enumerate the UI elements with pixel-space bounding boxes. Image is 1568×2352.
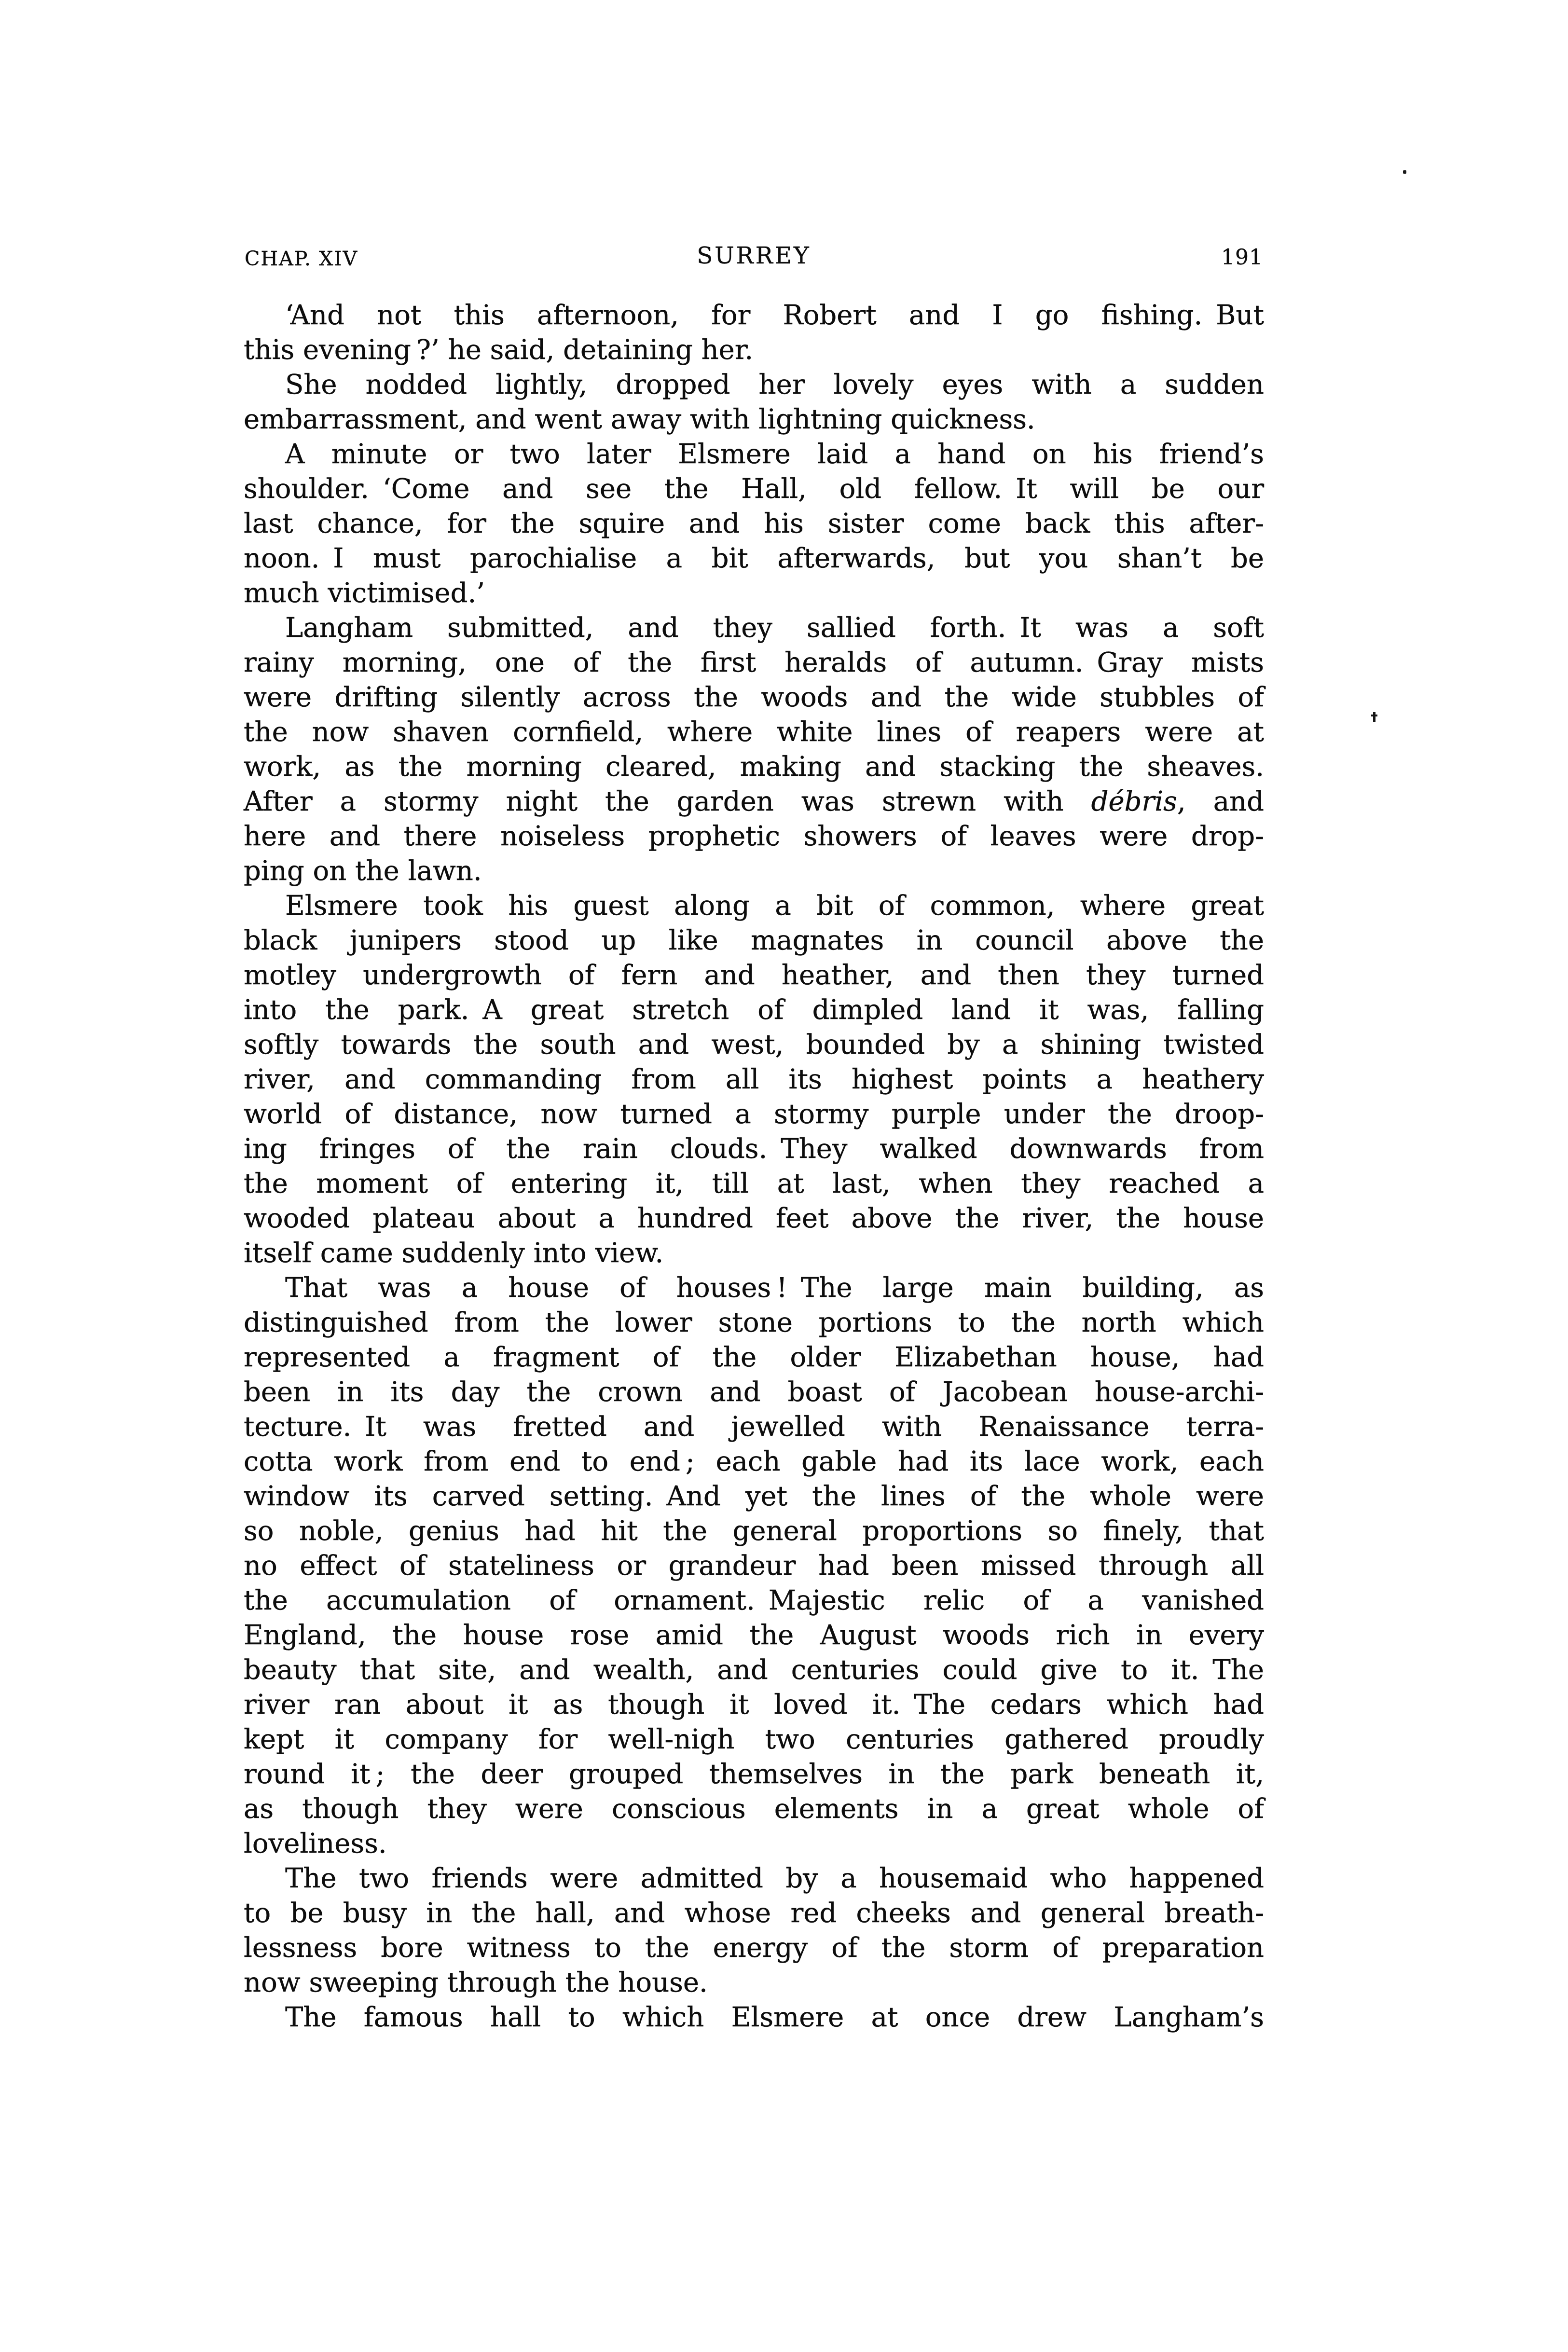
text-line: the now shaven cornfield, where white lines of reapers were at xyxy=(244,716,1264,748)
text-line: The two friends were admitted by a housemaid who happened xyxy=(285,1863,1264,1894)
text-line: distinguished from the lower stone portions to the north which xyxy=(244,1307,1264,1338)
text-block xyxy=(244,298,1264,2035)
text-line: tecture. It was fretted and jewelled with Renaissance terra- xyxy=(244,1411,1264,1443)
text-line: as though they were conscious elements in a great whole of xyxy=(244,1793,1264,1825)
text-line: been in its day the crown and boast of Jacobean house-archi- xyxy=(244,1376,1264,1408)
text-line: embarrassment, and went away with lightning quickness. xyxy=(244,404,1035,435)
text-line: ping on the lawn. xyxy=(244,855,482,887)
text-line: window its carved setting. And yet the lines of the whole were xyxy=(244,1481,1264,1512)
page-header xyxy=(244,241,1264,272)
text-line: noon. I must parochialise a bit afterwards, but you shan’t be xyxy=(244,543,1264,574)
text-line: Elsmere took his guest along a bit of common, where great xyxy=(285,890,1264,922)
text-line: no effect of stateliness or grandeur had been missed through all xyxy=(244,1550,1264,1582)
text-line: river ran about it as though it loved it. The cedars which had xyxy=(244,1689,1264,1720)
text-line: kept it company for well-nigh two centuries gathered proudly xyxy=(244,1724,1264,1755)
text-line: represented a fragment of the older Elizabethan house, had xyxy=(244,1342,1264,1373)
running-title: SURREY xyxy=(697,242,811,269)
text-line: loveliness. xyxy=(244,1828,387,1859)
text-line: She nodded lightly, dropped her lovely eyes with a sudden xyxy=(285,369,1264,400)
text-line: wooded plateau about a hundred feet above the river, the house xyxy=(244,1203,1264,1234)
text-line: river, and commanding from all its highest points a heathery xyxy=(244,1064,1264,1095)
text-line: this evening ?’ he said, detaining her. xyxy=(244,334,754,366)
chapter-label: CHAP. XIV xyxy=(245,247,358,270)
text-line: That was a house of houses ! The large main building, as xyxy=(285,1272,1264,1304)
text-line: the moment of entering it, till at last, when they reached a xyxy=(244,1168,1264,1199)
text-line: cotta work from end to end ; each gable had its lace work, each xyxy=(244,1446,1264,1477)
text-line: much victimised.’ xyxy=(244,578,485,609)
text-line: round it ; the deer grouped themselves in the park beneath it, xyxy=(244,1759,1264,1790)
text-line: rainy morning, one of the first heralds of autumn. Gray mists xyxy=(244,647,1264,678)
text-line: Langham submitted, and they sallied forth. It was a soft xyxy=(285,612,1264,644)
text-line: world of distance, now turned a stormy purple under the droop- xyxy=(244,1099,1264,1130)
text-line: ing fringes of the rain clouds. They walked downwards from xyxy=(244,1133,1264,1165)
text-line: itself came suddenly into view. xyxy=(244,1238,664,1269)
text-line: motley undergrowth of fern and heather, and then they turned xyxy=(244,960,1264,991)
italic-word: débris xyxy=(1091,786,1177,817)
text-line: The famous hall to which Elsmere at once drew Langham’s xyxy=(285,2002,1264,2033)
text-line: work, as the morning cleared, making and stacking the sheaves. xyxy=(244,751,1264,783)
text-line: England, the house rose amid the August woods rich in every xyxy=(244,1620,1264,1651)
text-line: beauty that site, and wealth, and centuries could give to it. The xyxy=(244,1654,1264,1686)
scan-artifact-mark xyxy=(1373,712,1375,722)
text-line: shoulder. ‘Come and see the Hall, old fellow. It will be our xyxy=(244,473,1264,505)
text-line: the accumulation of ornament. Majestic relic of a vanished xyxy=(244,1585,1264,1616)
page-number: 191 xyxy=(1221,245,1263,270)
text-line: lessness bore witness to the energy of the storm of preparation xyxy=(244,1932,1264,1964)
text-line: here and there noiseless prophetic showers of leaves were drop- xyxy=(244,821,1264,852)
text-line: ‘And not this afternoon, for Robert and I go fishing. But xyxy=(285,300,1264,331)
text-line: into the park. A great stretch of dimpled land it was, falling xyxy=(244,994,1264,1026)
text-line: After a stormy night the garden was strewn with débris, and xyxy=(244,786,1264,817)
text-line: black junipers stood up like magnates in council above the xyxy=(244,925,1264,956)
text-line: were drifting silently across the woods and the wide stubbles of xyxy=(244,682,1264,713)
text-line: last chance, for the squire and his sister come back this after- xyxy=(244,508,1264,539)
scan-artifact-dot xyxy=(1403,170,1406,174)
text-line: softly towards the south and west, bounded by a shining twisted xyxy=(244,1029,1264,1060)
text-line: now sweeping through the house. xyxy=(244,1967,708,1998)
text-line: so noble, genius had hit the general proportions so finely, that xyxy=(244,1515,1264,1547)
text-line: to be busy in the hall, and whose red cheeks and general breath- xyxy=(244,1898,1264,1929)
text-line: A minute or two later Elsmere laid a hand on his friend’s xyxy=(285,439,1264,470)
